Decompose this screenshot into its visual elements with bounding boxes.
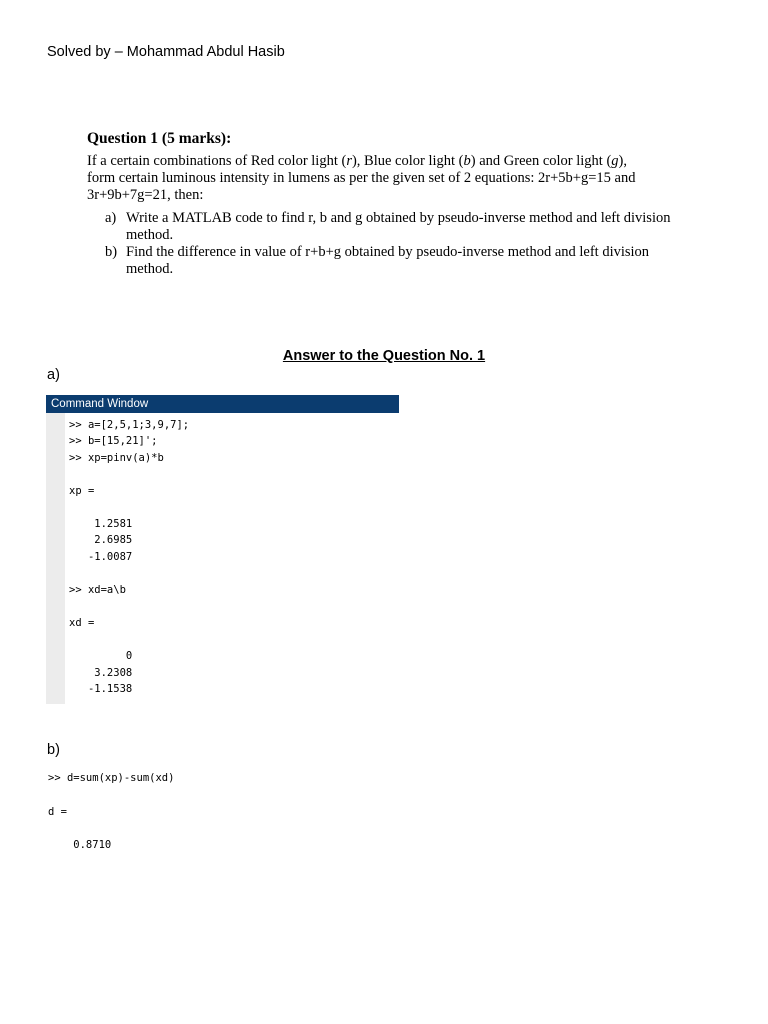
question-item-a bbox=[105, 210, 687, 246]
command-line: >> xp=pinv(a)*b bbox=[69, 452, 164, 464]
item-label: b) bbox=[105, 244, 118, 260]
question-item-b bbox=[105, 244, 687, 280]
question-text-part: ), Blue color light ( bbox=[351, 153, 464, 169]
command-line: >> d=sum(xp)-sum(xd) bbox=[48, 772, 175, 784]
item-label: a) bbox=[105, 210, 117, 226]
question-title: Question 1 (5 marks): bbox=[87, 130, 232, 147]
output-value: 0.8710 bbox=[48, 839, 112, 851]
output-value: -1.0087 bbox=[69, 551, 133, 563]
variable-r: r bbox=[346, 153, 352, 169]
command-window-title: Command Window bbox=[46, 395, 399, 413]
question-line-1 bbox=[87, 153, 687, 170]
part-a-label: a) bbox=[47, 367, 60, 383]
variable-g: g bbox=[611, 153, 619, 169]
item-text: Write a MATLAB code to find r, b and g obtained by pseudo-inverse method and left division method. bbox=[126, 210, 671, 243]
command-line: >> a=[2,5,1;3,9,7]; bbox=[69, 419, 190, 431]
output-value: 1.2581 bbox=[69, 518, 133, 530]
output-value: 0 bbox=[69, 650, 133, 662]
solved-by-header: Solved by – Mohammad Abdul Hasib bbox=[47, 44, 285, 60]
question-line-3: 3r+9b+7g=21, then: bbox=[87, 187, 204, 203]
command-window-gutter bbox=[46, 413, 65, 704]
question-line-2: form certain luminous intensity in lumens as per the given set of 2 equations: 2r+5b+g=15 and bbox=[87, 170, 636, 186]
output-value: 2.6985 bbox=[69, 534, 133, 546]
command-line: >> b=[15,21]'; bbox=[69, 435, 158, 447]
question-body bbox=[87, 153, 687, 204]
output-label: d = bbox=[48, 806, 67, 818]
output-value: -1.1538 bbox=[69, 683, 133, 695]
part-b-label: b) bbox=[47, 742, 60, 758]
question-text-part: ) and Green color light ( bbox=[470, 153, 612, 169]
output-label: xp = bbox=[69, 485, 95, 497]
output-value: 3.2308 bbox=[69, 667, 133, 679]
item-text: Find the difference in value of r+b+g obtained by pseudo-inverse method and left division method. bbox=[126, 244, 650, 277]
question-text-part: If a certain combinations of Red color light ( bbox=[87, 153, 347, 169]
variable-b: b bbox=[463, 153, 471, 169]
question-text-part: ), bbox=[618, 153, 628, 169]
output-label: xd = bbox=[69, 617, 95, 629]
command-line: >> xd=a\b bbox=[69, 584, 126, 596]
answer-heading: Answer to the Question No. 1 bbox=[282, 348, 486, 364]
command-window bbox=[46, 395, 399, 704]
